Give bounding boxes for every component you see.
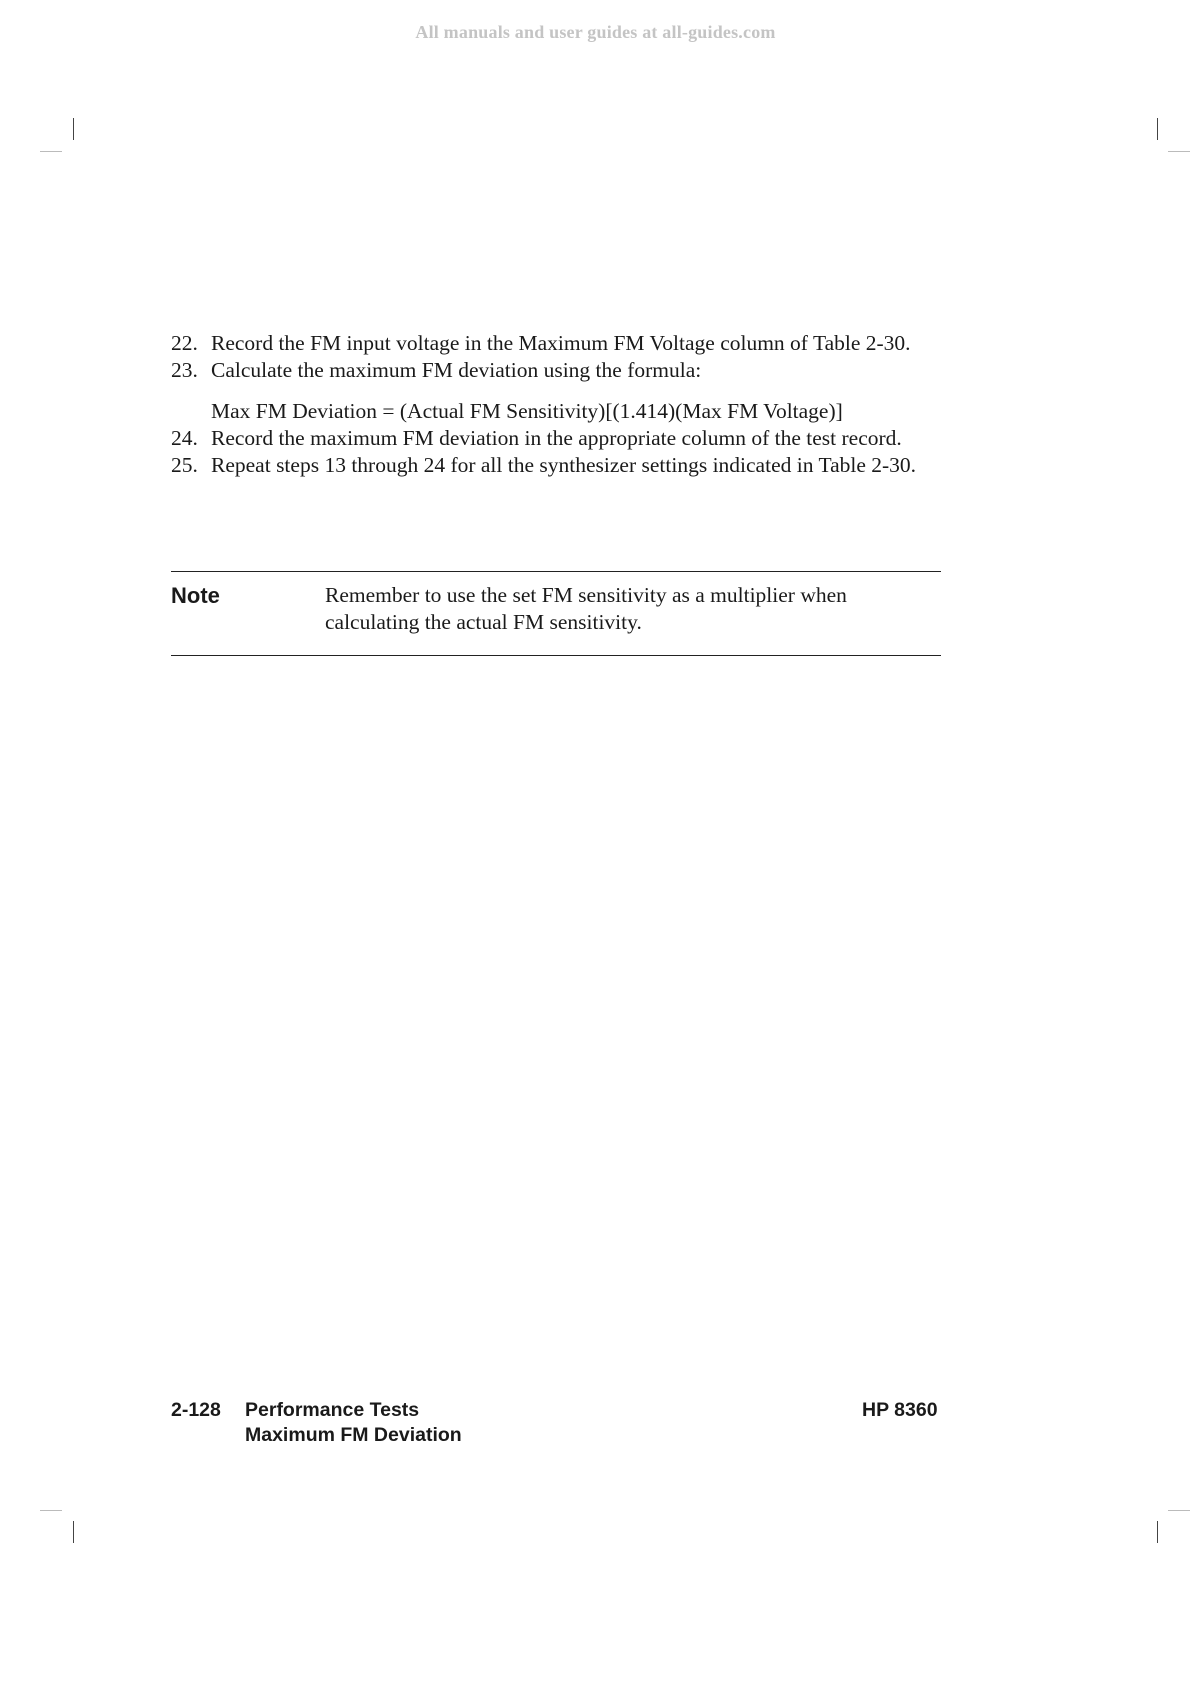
procedure-steps (171, 330, 941, 479)
crop-mark (40, 151, 62, 152)
step-23 (171, 357, 941, 384)
formula: Max FM Deviation = (Actual FM Sensitivity)[(1.414)(Max FM Voltage)] (211, 399, 843, 423)
footer-section (245, 1398, 462, 1448)
model-name: HP 8360 (862, 1399, 938, 1421)
crop-mark (1168, 1510, 1190, 1511)
crop-mark (1157, 118, 1158, 140)
subsection-title: Maximum FM Deviation (245, 1424, 462, 1446)
step-number: 23. (171, 358, 198, 382)
note-bottom-rule (171, 655, 941, 656)
step-text: Calculate the maximum FM deviation using the formula: (211, 358, 702, 382)
crop-mark (1168, 151, 1190, 152)
section-title: Performance Tests (245, 1399, 420, 1421)
note-text: Remember to use the set FM sensitivity as a multiplier when calculating the actual FM sensitivity. (325, 583, 847, 634)
step-text: Record the maximum FM deviation in the appropriate column of the test record. (211, 426, 902, 450)
note-top-rule (171, 571, 941, 572)
step-number: 24. (171, 426, 198, 450)
step-text: Record the FM input voltage in the Maximum FM Voltage column of Table 2-30. (211, 331, 911, 355)
step-number: 25. (171, 453, 198, 477)
step-25 (171, 452, 941, 479)
note-label: Note (171, 583, 220, 608)
crop-mark (40, 1510, 62, 1511)
crop-mark (1157, 1521, 1158, 1543)
step-number: 22. (171, 331, 198, 355)
step-text: Repeat steps 13 through 24 for all the synthesizer settings indicated in Table 2-30. (211, 453, 917, 477)
step-24 (171, 425, 941, 452)
crop-mark (73, 1521, 74, 1543)
page-number: 2-128 (171, 1399, 221, 1421)
step-22 (171, 330, 941, 357)
watermark: All manuals and user guides at all-guides.com (415, 22, 776, 42)
crop-mark (73, 118, 74, 140)
